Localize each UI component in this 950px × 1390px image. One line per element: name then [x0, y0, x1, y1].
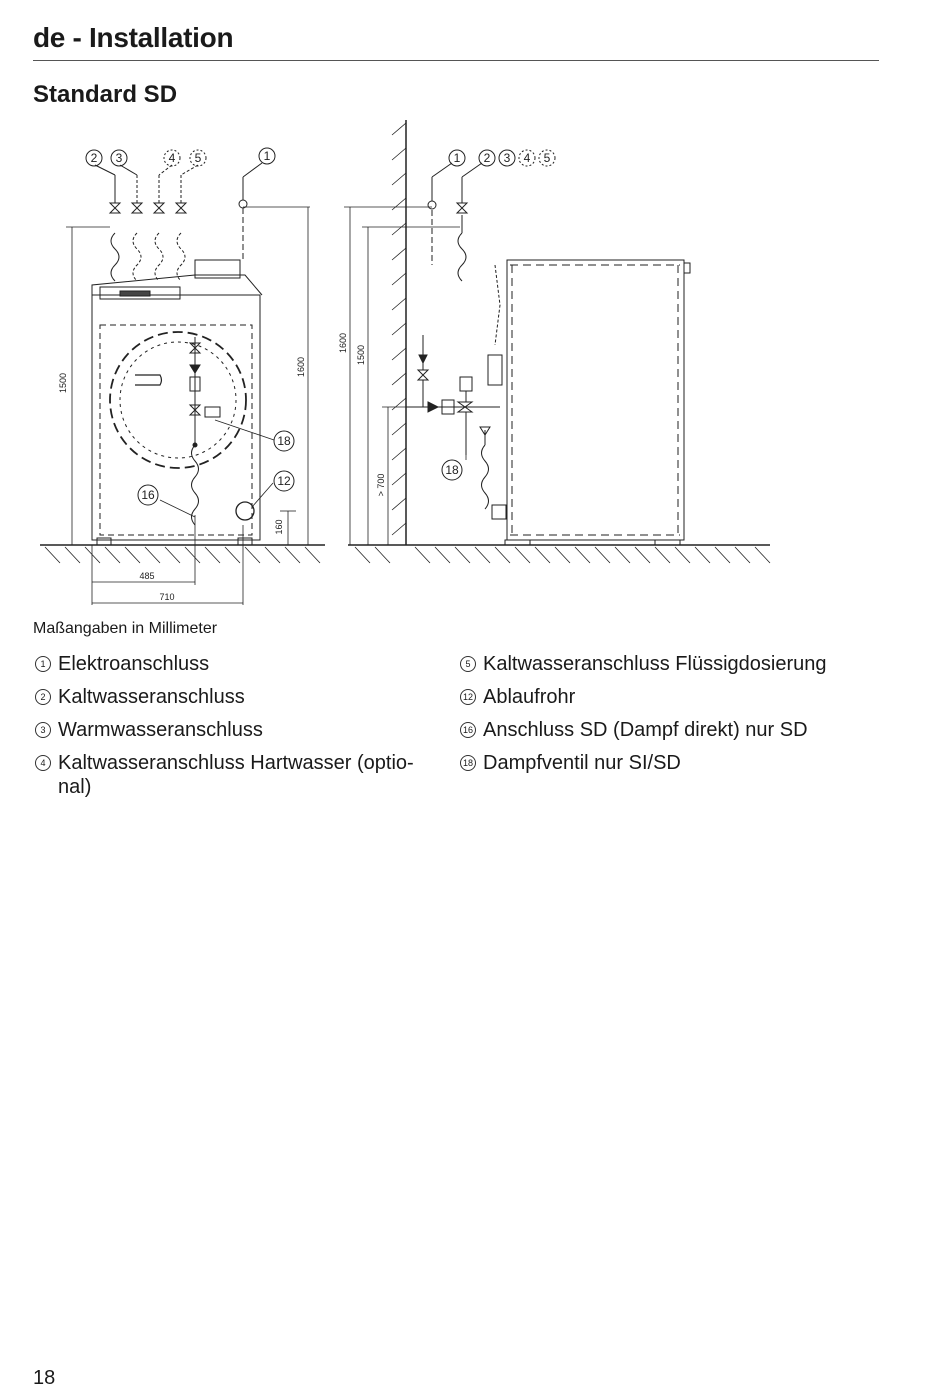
dimension-label: 1500	[58, 372, 68, 394]
legend-item	[35, 751, 440, 799]
legend-number: 18	[460, 755, 476, 771]
callout-label: 18	[277, 434, 291, 448]
legend-left	[35, 652, 440, 808]
legend-item	[35, 685, 440, 709]
page-header-title: de - Installation	[33, 22, 234, 53]
legend-text: Kaltwasseranschluss Hartwasser (optio-nal)	[58, 752, 414, 798]
side-view-drawing	[344, 120, 770, 563]
legend-item	[460, 751, 890, 775]
callout-label: 2	[483, 151, 491, 165]
dimension-label: 1600	[338, 332, 348, 354]
legend-right	[460, 652, 890, 784]
callout-label: 18	[445, 463, 459, 477]
legend-number: 3	[35, 722, 51, 738]
dimension-label: 1600	[296, 356, 306, 378]
callout-label: 3	[115, 151, 123, 165]
legend-item	[460, 685, 890, 709]
legend-text: Anschluss SD (Dampf direkt) nur SD	[483, 719, 808, 741]
legend-item	[35, 718, 440, 742]
legend-text: Warmwasseranschluss	[58, 719, 263, 741]
callout-label: 4	[523, 151, 531, 165]
legend-number: 4	[35, 755, 51, 771]
callout-label: 3	[503, 151, 511, 165]
dimension-label: 485	[139, 571, 155, 581]
callout-label: 16	[141, 488, 155, 502]
legend-text: Kaltwasseranschluss	[58, 686, 245, 708]
front-callouts	[86, 148, 294, 505]
legend-text: Kaltwasseranschluss Flüssigdosierung	[483, 653, 827, 675]
dimension-label: > 700	[376, 473, 386, 497]
dimension-label: 160	[274, 519, 284, 535]
legend-number: 16	[460, 722, 476, 738]
header-divider	[33, 60, 879, 61]
callout-label: 5	[543, 151, 551, 165]
callout-label: 12	[277, 474, 291, 488]
legend-number: 2	[35, 689, 51, 705]
callout-label: 5	[194, 151, 202, 165]
callout-label: 1	[263, 149, 271, 163]
legend-text: Ablaufrohr	[483, 686, 576, 708]
legend-number: 1	[35, 656, 51, 672]
legend-item	[460, 718, 890, 742]
legend-number: 5	[460, 656, 476, 672]
legend-item	[35, 652, 440, 676]
section-title: Standard SD	[33, 81, 178, 108]
dimension-label: 710	[159, 592, 175, 602]
units-caption: Maßangaben in Millimeter	[33, 620, 218, 637]
page-number: 18	[33, 1367, 56, 1389]
callout-label: 1	[453, 151, 461, 165]
dimension-label: 1500	[356, 344, 366, 366]
callout-label: 4	[168, 151, 176, 165]
callout-label: 2	[90, 151, 98, 165]
legend-text: Dampfventil nur SI/SD	[483, 752, 681, 774]
legend-number: 12	[460, 689, 476, 705]
front-view-drawing	[40, 163, 325, 605]
legend-text: Elektroanschluss	[58, 653, 210, 675]
legend-item	[460, 652, 890, 676]
installation-diagram	[0, 115, 950, 615]
